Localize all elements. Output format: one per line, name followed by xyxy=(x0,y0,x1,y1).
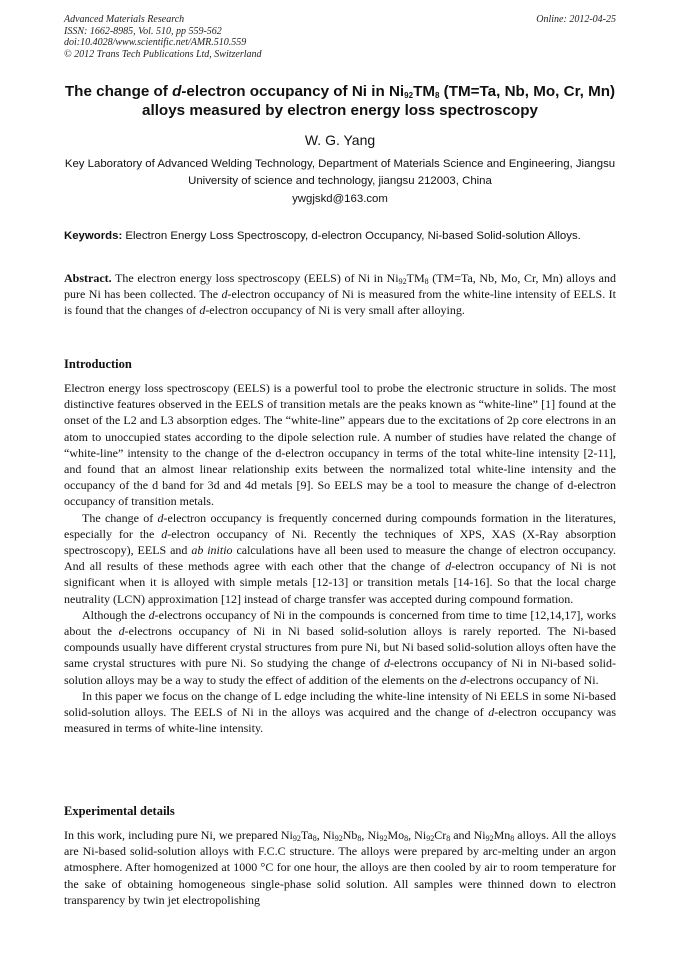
keywords-label: Keywords: xyxy=(64,230,123,242)
issn-line: ISSN: 1662-8985, Vol. 510, pp 559-562 xyxy=(64,25,222,37)
experimental-paragraph-1: In this work, including pure Ni, we prepared $Ni_{92}Ta_8$, $Ni_{92}Nb_8$, $Ni_{92}Mo_8$, $Ni_{92}Cr_8$ and $Ni_{92}Mn_8$ alloys. All the alloys are Ni-based solid-solution alloys with F.C.C structure. The alloys were prepared by arc-melting under an argon atmosphere. After homogenized at 1000 °C for one hour, the alloys are then cooled by air to room temperature for the sake of obtaining homogeneous single-phase solid solution. All samples were thinned down to electron transparency by twin jet electropolishing xyxy=(64,828,617,907)
section-heading-experimental: Experimental details xyxy=(64,804,175,818)
intro-paragraph-2: The change of d-electron occupancy is frequently concerned during compounds formation in the literatures, especially for the d-electron occupancy of Ni. Recently the techniques of XPS, XAS (X-Ray absorption spectroscopy), EELS and ab initio calculations have all been used to measure the change of electron occupancy. And all results of these methods agree with each other that the change of d-electron occupancy of Ni is not significant when it is alloyed with simple metals [12-13] or transition metals [14-16]. So that the local charge neutrality (LCN) approximation [12] instead of charge transfer was accepted during compound formation. xyxy=(64,510,616,606)
experimental-body xyxy=(64,827,616,908)
online-date: Online: 2012-04-25 xyxy=(536,14,616,25)
journal-name: Advanced Materials Research xyxy=(64,14,185,25)
affiliation: Key Laboratory of Advanced Welding Technology, Department of Materials Science and Engineering, Jiangsu University of science and technology, jiangsu 212003, China xyxy=(64,158,616,187)
journal-header xyxy=(64,14,616,60)
paper-title: The change of d-electron occupancy of Ni in $Ni_{92}TM_8$ (TM=Ta, Nb, Mo, Cr, Mn) alloys measured by electron energy loss spectroscopy xyxy=(64,83,616,119)
keywords-text: Electron Energy Loss Spectroscopy, d-electron Occupancy, Ni-based Solid-solution Alloys. xyxy=(122,230,581,242)
intro-paragraph-4: In this paper we focus on the change of L edge including the white-line intensity of Ni EELS in some Ni-based solid-solution alloys. The EELS of Ni in the alloys was acquired and the change of d-electron occupancy was measured in terms of white-line intensity. xyxy=(64,688,617,736)
introduction-body xyxy=(64,380,616,736)
abstract-label: Abstract. xyxy=(64,271,112,285)
author-name: W. G. Yang xyxy=(304,132,376,148)
intro-paragraph-3: Although the d-electrons occupancy of Ni in the compounds is concerned from time to time [12,14,17], works about the d-electrons occupancy of Ni in Ni based solid-solution alloys is rarely reported. The Ni-based compounds usually have different crystal structures from pure Ni, but Ni based solid-solution alloys often have the same crystal structures with pure Ni. So studying the change of d-electrons occupancy of Ni in Ni-based solid-solution alloys may be a way to study the effect of addition of the elements on the d-electrons occupancy of Ni. xyxy=(64,607,616,687)
doi-line: doi:10.4028/www.scientific.net/AMR.510.559 xyxy=(64,37,247,48)
abstract: Abstract. The electron energy loss spectroscopy (EELS) of Ni in $Ni_{92}TM_8$ (TM=Ta, Nb, Mo, Cr, Mn) alloys and pure Ni has been collected. The d-electron occupancy of Ni is measured from the white-line intensity of EELS. It is found that the changes of d-electron occupancy of Ni is very small after alloying. xyxy=(64,271,616,318)
section-heading-introduction: Introduction xyxy=(64,357,132,371)
copyright-line: © 2012 Trans Tech Publications Ltd, Switzerland xyxy=(64,48,262,60)
intro-paragraph-1: Electron energy loss spectroscopy (EELS) is a powerful tool to probe the electronic structure in solids. The most distinctive features observed in the EELS of transition metals are the peaks known as “white-line” [1] found at the onset of the L2 and L3 absorption edges. The “white-line” appears due to the excitations of 2p core electrons in an atom to unoccupied states according to the dipole selection rule. A number of studies have related the change of “white-line” intensity to the change of the d-electron occupancy in terms of the total white-line intensity [2-11], and found that an almost linear relationship exits between the normalized total white-line intensity and the occupancy of the d band for 3d and 4d metals [9]. So EELS may be a tool to measure the change of d-electron occupancy of transition metals. xyxy=(64,381,616,509)
author-email[interactable]: ywgjskd@163.com xyxy=(292,193,388,205)
keywords xyxy=(64,228,616,244)
